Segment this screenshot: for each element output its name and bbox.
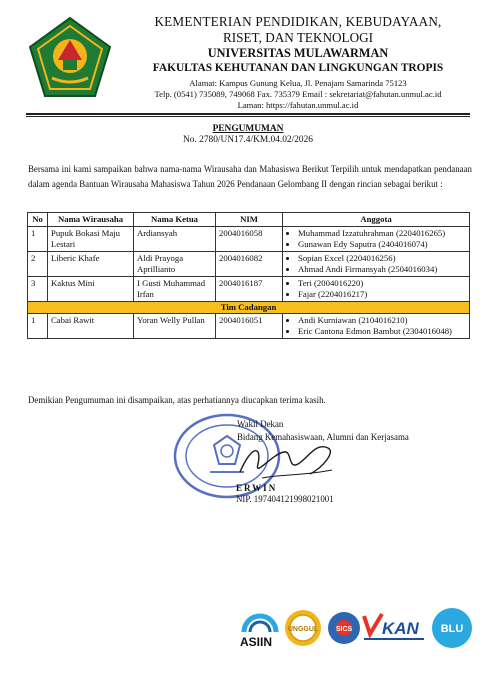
signatory-nip: NIP. 197404121998021001 [236, 494, 334, 504]
university-logo [28, 16, 112, 100]
cell-no: 2 [28, 252, 48, 277]
unggul-logo [285, 610, 321, 646]
cell-ketua: I Gusti Muhammad Irfan [134, 277, 216, 302]
cell-nim: 2004016058 [216, 227, 283, 252]
cell-anggota [283, 227, 470, 252]
cell-wirausaha: Pupuk Bokasi Maju Lestari [48, 227, 134, 252]
blu-logo [432, 608, 472, 648]
cell-nim: 2004016187 [216, 277, 283, 302]
table-row [28, 314, 470, 339]
cell-anggota [283, 277, 470, 302]
awardee-table [27, 212, 470, 339]
member-item: • Eric Cantona Edmon Bambut (2304016048) [298, 326, 466, 337]
asiin-text: ASIIN [240, 635, 273, 649]
header-no: No [28, 213, 48, 227]
blu-text: BLU [440, 623, 464, 635]
cell-no: 1 [28, 227, 48, 252]
announcement-number: No. 2780/UN17.4/KM.04.02/2026 [183, 135, 313, 145]
header-ketua: Nama Ketua [134, 213, 216, 227]
kan-text: KAN [382, 619, 419, 638]
university-name: UNIVERSITAS MULAWARMAN [207, 46, 389, 60]
signatory-title-1: Wakil Dekan [237, 419, 284, 429]
sics-logo [328, 612, 360, 644]
cell-ketua: Yoran Welly Pullan [134, 314, 216, 339]
asiin-logo [240, 616, 276, 649]
ministry-line-1: KEMENTERIAN PENDIDIKAN, KEBUDAYAAN, [154, 14, 442, 29]
cell-no: 1 [28, 314, 48, 339]
ministry-line-2: RISET, DAN TEKNOLOGI [222, 30, 374, 45]
cell-ketua: Aldi Prayoga Aprillianto [134, 252, 216, 277]
announcement-title: PENGUMUMAN [212, 124, 284, 134]
cell-anggota [283, 314, 470, 339]
header-nim: NIM [216, 213, 283, 227]
member-item: • Andi Kurniawan (2104016210) [298, 315, 466, 326]
table-row [28, 277, 470, 302]
member-item: • Gunawan Edy Saputra (2404016074) [298, 239, 466, 250]
signatory-name: ERWIN [236, 483, 278, 493]
signatory-title-2: Bidang Kemahasiswaan, Alumni dan Kerjasama [237, 432, 409, 442]
cell-no: 3 [28, 277, 48, 302]
member-item: • Muhammad Izzatuhrahman (2204016265) [298, 228, 466, 239]
closing-text: Demikian Pengumuman ini disampaikan, atas perhatiannya diucapkan terima kasih. [28, 395, 326, 405]
kan-logo [364, 614, 424, 640]
table-row [28, 252, 470, 277]
cell-nim: 2004016082 [216, 252, 283, 277]
header-anggota: Anggota [283, 213, 470, 227]
cell-nim: 2004016051 [216, 314, 283, 339]
address: Alamat: Kampus Gunung Kelua, Jl. Penajam Samarinda 75123 [189, 78, 407, 88]
header-wirausaha: Nama Wirausaha [48, 213, 134, 227]
member-item: • Teri (2004016220) [298, 278, 466, 289]
cell-wirausaha: Liberic Khafe [48, 252, 134, 277]
contact: Telp. (0541) 735089, 749068 Fax. 735379 Email : sekretariat@fahutan.unmul.ac.id [154, 89, 442, 99]
header-rule-thick [26, 113, 470, 115]
member-item: • Ahmad Andi Firmansyah (2504016034) [298, 264, 466, 275]
reserve-team-label: Tim Cadangan [28, 302, 470, 314]
announcement-body: Bersama ini kami sampaikan bahwa nama-nama Wirausaha dan Mahasiswa Berikut Terpilih untuk mendapatkan pendanaan dalam agenda Bantuan Wirausaha Mahasiswa Tahun 2026 Pendanaan Gelombang II dengan rincian sebagai berikut : [28, 164, 472, 190]
cell-wirausaha: Cabai Rawit [48, 314, 134, 339]
member-item: • Fajar (2204016217) [298, 289, 466, 300]
faculty-name: FAKULTAS KEHUTANAN DAN LINGKUNGAN TROPIS [152, 62, 444, 74]
website: Laman: https://fahutan.unmul.ac.id [237, 100, 359, 110]
unggul-text: UNGGUL [287, 626, 319, 633]
cell-ketua: Ardiansyah [134, 227, 216, 252]
svg-text:SICS: SICS [335, 626, 353, 633]
header-rule-thin [26, 116, 470, 117]
table-header-row [28, 213, 470, 227]
cell-wirausaha: Kaktus Mini [48, 277, 134, 302]
cell-anggota [283, 252, 470, 277]
accreditation-logos [236, 606, 480, 654]
member-item: • Sopian Excel (2204016256) [298, 253, 466, 264]
table-row [28, 227, 470, 252]
reserve-team-row [28, 302, 470, 314]
signatory-title [237, 418, 409, 444]
